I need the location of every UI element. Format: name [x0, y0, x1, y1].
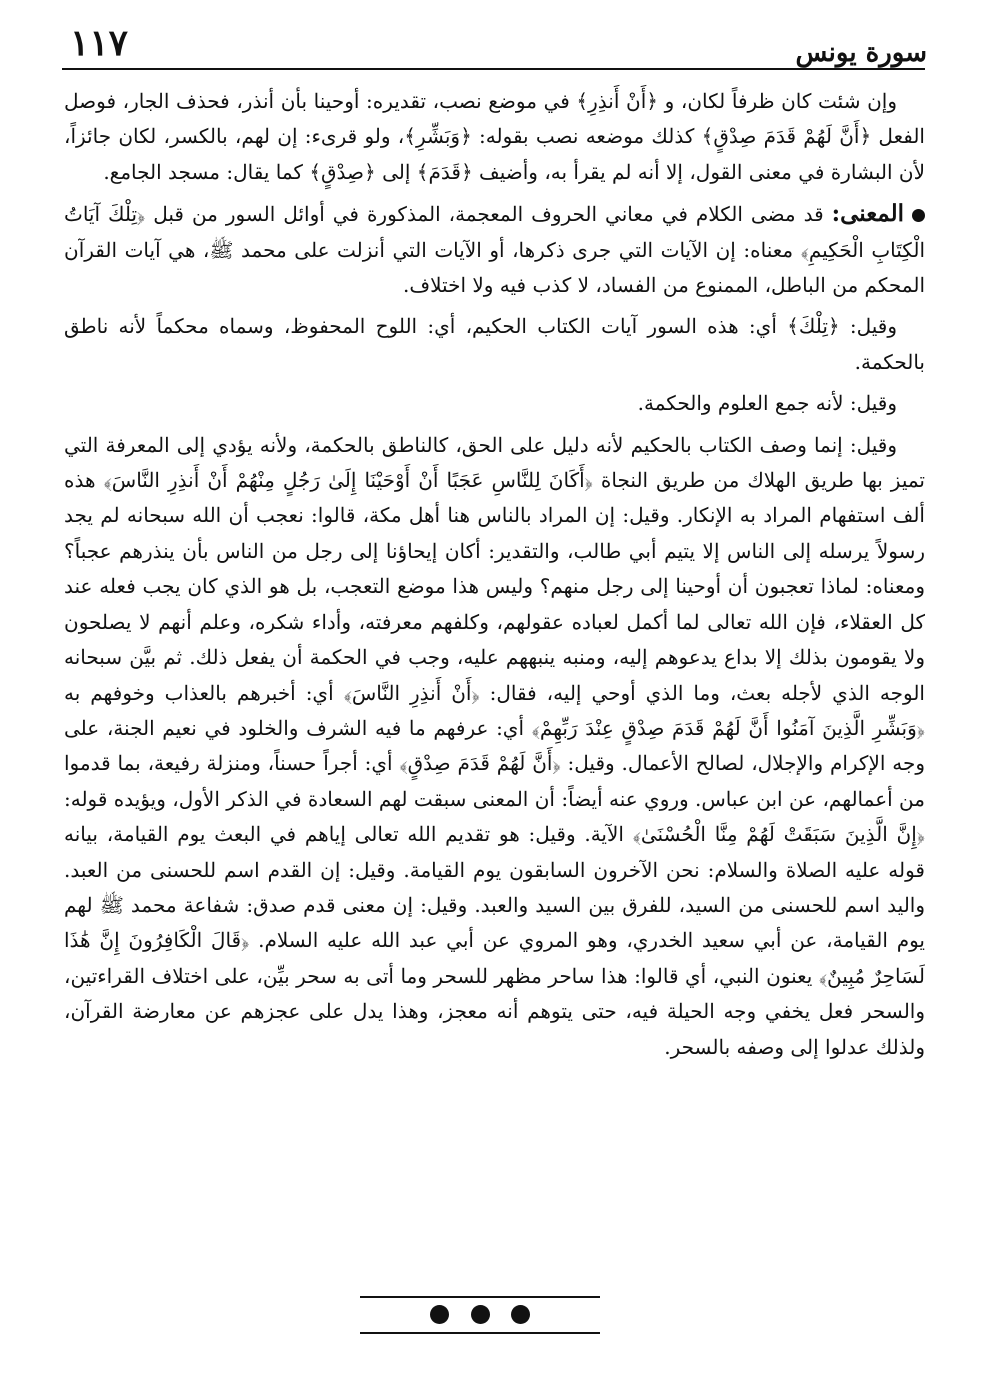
ornament-dot-icon — [430, 1305, 449, 1324]
paragraph-grammar: وإن شئت كان ظرفاً لكان، و ﴿أَنْ أَنذِرِ﴾ في موضع نصب، تقديره: أوحينا بأن أنذر، فحذف الجار، فوصل الفعل ﴿أَنَّ لَهُمْ قَدَمَ صِدْقٍ﴾ كذلك موضعه نصب بقوله: ﴿وَبَشِّرِ﴾، ولو قرىء: إن لهم، بالكسر، لكان جائزاً، لأن البشارة في معنى القول، إلا أنه لم يقرأ به، وأضيف ﴿قَدَمَ﴾ إلى ﴿صِدْقٍ﴾ كما يقال: مسجد الجامع. — [64, 89, 925, 184]
meaning-heading: المعنى: — [831, 200, 905, 228]
footer-divider-top — [360, 1296, 600, 1298]
surah-title: سورة يونس — [795, 38, 927, 68]
header-divider — [62, 68, 925, 70]
footer-divider-bottom — [360, 1332, 600, 1334]
page-body — [64, 84, 925, 1259]
bullet-icon — [912, 209, 925, 222]
paragraph-meaning-text: قد مضى الكلام في معاني الحروف المعجمة، المذكورة في أوائل السور من قبل ﴿تِلْكَ آيَاتُ الْكِتَابِ الْحَكِيمِ﴾ معناه: إن الآيات التي جرى ذكرها، أو الآيات التي أنزلت على محمد ﷺ، هي آيات القرآن المحكم من الباطل، الممنوع من الفساد، لا كذب فيه ولا اختلاف. — [64, 202, 925, 298]
paragraph-commentary: وقيل: إنما وصف الكتاب بالحكيم لأنه دليل على الحق، كالناطق بالحكمة، ولأنه يؤدي إلى المعرفة التي تميز بها طريق الهلاك من طريق النجاة ﴿أَكَانَ لِلنَّاسِ عَجَبًا أَنْ أَوْحَيْنَا إِلَىٰ رَجُلٍ مِنْهُمْ أَنْ أَنذِرِ النَّاسَ﴾ هذه ألف استفهام المراد به الإنكار. وقيل: إن المراد بالناس هنا أهل مكة، قالوا: نعجب أن الله سبحانه لم يجد رسولاً يرسله إلى الناس إلا يتيم أبي طالب، والتقدير: أكان إيحاؤنا إلى رجل من الناس بأن ينذرهم عجباً؟ ومعناه: لماذا تعجبون أن أوحينا إلى رجل منهم؟ وليس هذا موضع التعجب، بل هو الذي كان يجب فعله عند كل العقلاء، فإن الله تعالى لما أكمل لعباده عقولهم، وكلفهم معرفته، وأداء شكره، وعلم أنهم لا يصلحون ولا يقومون بذلك إلا بداع يدعوهم إليه، ومنبه ينبههم عليه، وجب في الحكمة أن يفعل ذلك. ثم بيَّن سبحانه الوجه الذي لأجله بعث، وما الذي أوحي إليه، فقال: ﴿أَنْ أَنذِرِ النَّاسَ﴾ أي: أخبرهم بالعذاب وخوفهم به ﴿وَبَشِّرِ الَّذِينَ آمَنُوا أَنَّ لَهُمْ قَدَمَ صِدْقٍ عِنْدَ رَبِّهِمْ﴾ أي: عرفهم ما فيه الشرف والخلود في نعيم الجنة، على وجه الإكرام والإجلال، لصالح الأعمال. وقيل: ﴿أَنَّ لَهُمْ قَدَمَ صِدْقٍ﴾ أي: أجراً حسناً، ومنزلة رفيعة، بما قدموا من أعمالهم، عن ابن عباس. وروي عنه أيضاً: أن المعنى سبقت لهم السعادة في الذكر الأول، ويؤيده قوله: ﴿إِنَّ الَّذِينَ سَبَقَتْ لَهُمْ مِنَّا الْحُسْنَىٰ﴾ الآية. وقيل: هو تقديم الله تعالى إياهم في البعث يوم القيامة، بيانه قوله عليه الصلاة والسلام: نحن الآخرون السابقون يوم القيامة. وقيل: إن القدم اسم للحسنى من العبد. واليد اسم للحسنى من السيد، للفرق بين السيد والعبد. وقيل: إن معنى قدم صدق: شفاعة محمد ﷺ لهم يوم القيامة، عن أبي سعيد الخدري، وهو المروي عن أبي عبد الله عليه السلام. ﴿قَالَ الْكَافِرُونَ إِنَّ هَٰذَا لَسَاحِرٌ مُبِينٌ﴾ يعنون النبي، أي قالوا: هذا ساحر مظهر للسحر وما أتى به سحر بيِّن، على اختلاف القراءتين، والسحر فعل يخفي وجه الحيلة فيه، حتى يتوهم أنه معجز، وهذا يدل على عجزهم عن معارضة القرآن، ولذلك عدلوا إلى وصفه بالسحر. — [64, 432, 925, 1059]
page-number: ١١٧ — [70, 22, 129, 64]
paragraph-tilka: وقيل: ﴿تِلْكَ﴾ أي: هذه السور آيات الكتاب الحكيم، أي: اللوح المحفوظ، وسماه محكماً لأنه ناطق بالحكمة. — [64, 314, 925, 374]
paragraph-wisdom: وقيل: لأنه جمع العلوم والحكمة. — [637, 391, 897, 416]
page-header — [60, 18, 927, 68]
ornament-dot-icon — [471, 1305, 490, 1324]
paragraph-meaning — [64, 196, 925, 303]
ornament-dot-icon — [511, 1305, 530, 1324]
section-end-ornament — [430, 1302, 530, 1326]
